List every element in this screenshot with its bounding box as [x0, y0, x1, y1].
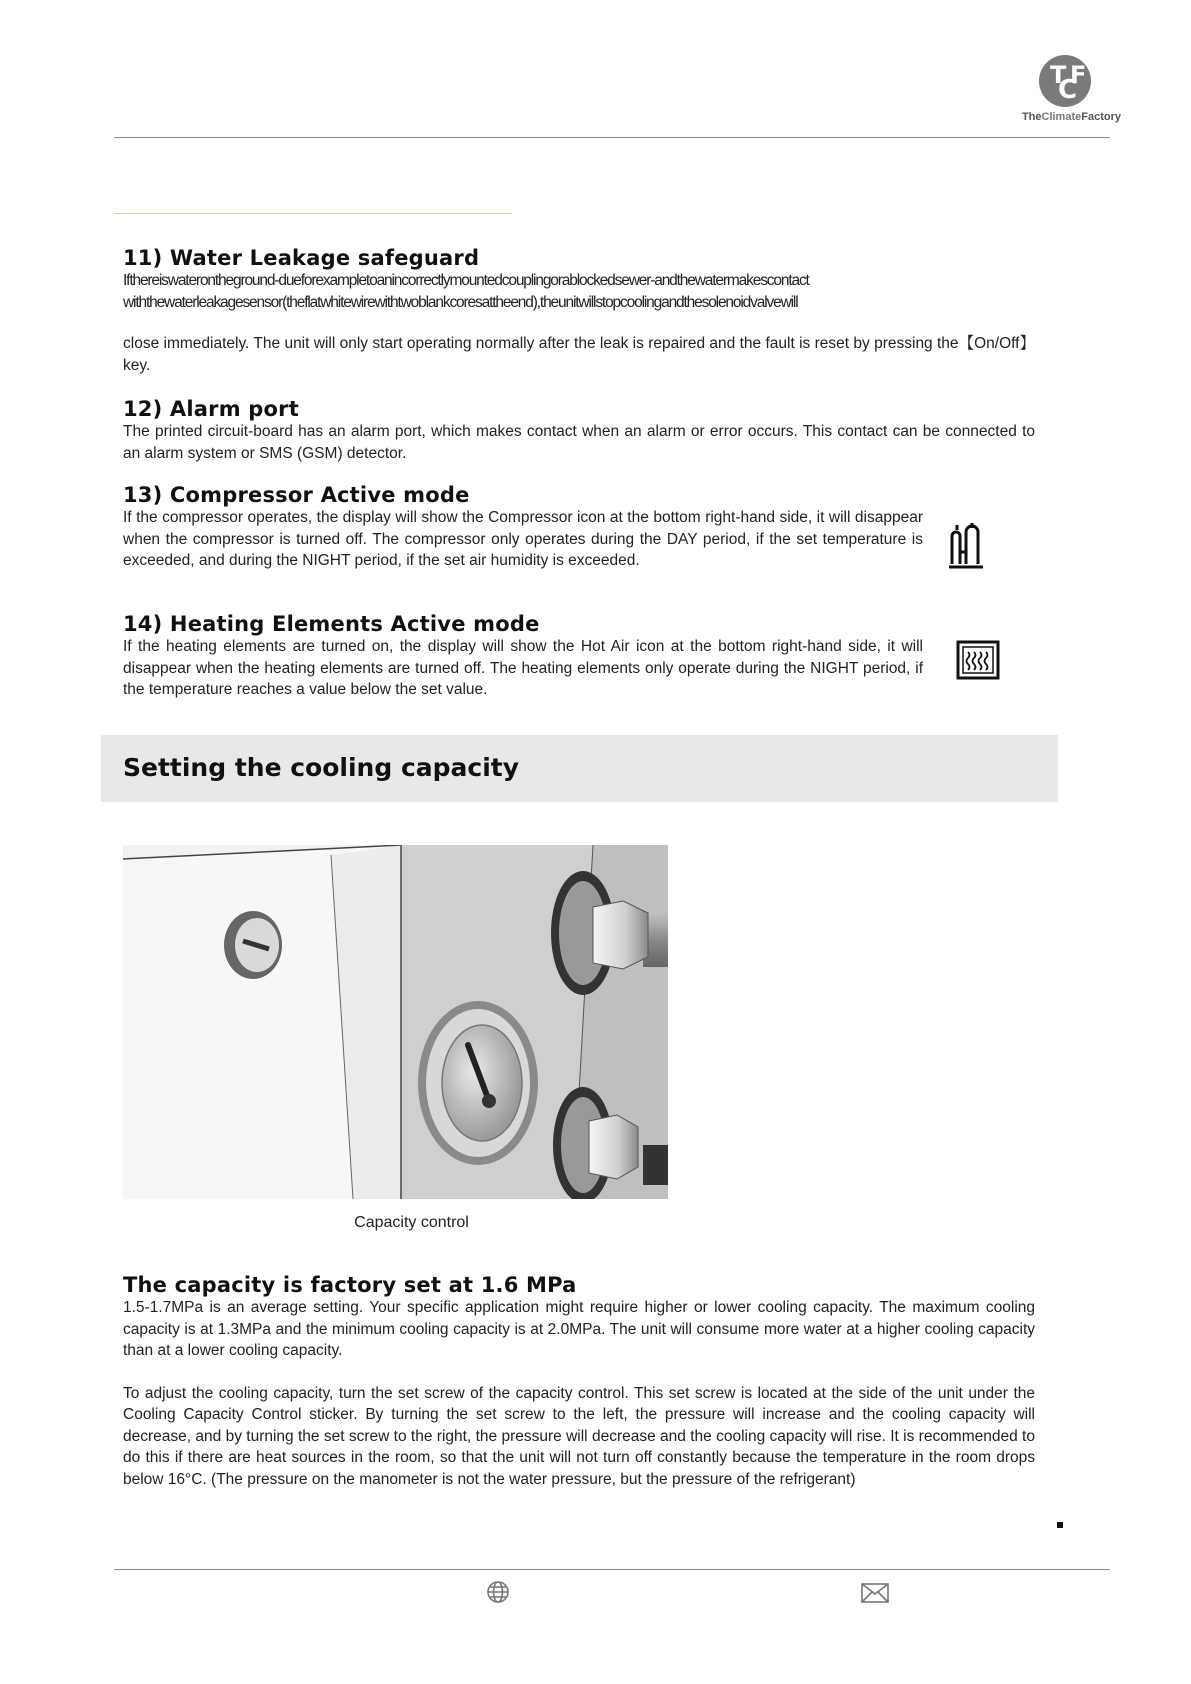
page-bullet: [1057, 1522, 1063, 1528]
mail-icon[interactable]: [861, 1583, 889, 1603]
paragraph: close immediately. The unit will only start operating normally after the leak is repaired and the fault is reset by pressing the【On/Off】key.: [123, 335, 1035, 374]
logo-text-the: The: [1021, 111, 1042, 123]
logo-letter-f: F: [1070, 61, 1087, 89]
paragraph: If the compressor operates, the display will show the Compressor icon at the bottom right-hand side, it will disappear when the compressor is turned off. The compressor only operates during the DAY period, if the set temperature is exceeded, and during the NIGHT period, if the set air humidity is exceeded.: [123, 509, 923, 569]
section-title: 14) Heating Elements Active mode: [123, 612, 540, 636]
header-rule: [114, 137, 1110, 138]
logo-mark: [1039, 55, 1091, 107]
paragraph: To adjust the cooling capacity, turn the set screw of the capacity control. This set screw is located at the side of the unit under the Cooling Capacity Control sticker. By turning the set screw to the left, the pressure will increase and the cooling capacity will decrease, and by turning the set screw to the right, the pressure will decrease and the cooling capacity will rise. It is recommended to do this if there are heat sources in the room, so that the unit will not turn off constantly because the temperature in the room drops below 16°C. (The pressure on the manometer is not the water pressure, but the pressure of the refrigerant): [123, 1384, 1035, 1488]
footer-rule: [114, 1569, 1110, 1570]
logo-text-factory: Factory: [1081, 111, 1121, 123]
paragraph-line: withthewaterleakagesensor(theflatwhitewirewithtwoblankcoresattheend),theunitwillstopcoolingandthesolenoidvalvewill: [123, 293, 798, 311]
section-banner: [101, 735, 1058, 802]
paragraph-line: Ifthereiswaterontheground-dueforexampletoanincorrectlymountedcouplingorablockedsewer-andthewatermakescontact: [123, 272, 809, 289]
logo-letter-c: C: [1058, 75, 1078, 105]
section-title: 11) Water Leakage safeguard: [123, 246, 480, 270]
paragraph: If the heating elements are turned on, the display will show the Hot Air icon at the bottom right-hand side, it will disappear when the heating elements are turned off. The heating elements only operate during the NIGHT period, if the temperature reaches a value below the set value.: [123, 638, 923, 698]
logo-wordmark: [1003, 111, 1121, 123]
section-alarm-port: [123, 397, 1035, 464]
logo-text-climate: Climate: [1041, 111, 1082, 123]
compressor-icon: [947, 522, 985, 570]
section-water-leakage: [123, 246, 1035, 376]
capacity-control-illustration: [123, 845, 668, 1199]
section-heating-mode: [123, 612, 923, 701]
paragraph: 1.5-1.7MPa is an average setting. Your specific application might require higher or lower cooling capacity. The maximum cooling capacity is at 1.3MPa and the minimum cooling capacity is at 2.0MPa. The unit will consume more water at a higher cooling capacity than at a lower cooling capacity.: [123, 1299, 1035, 1359]
figure-caption: Capacity control: [354, 1214, 469, 1231]
company-logo: [1003, 55, 1121, 127]
section-compressor-mode: [123, 483, 923, 572]
paragraph: The printed circuit-board has an alarm port, which makes contact when an alarm or error occurs. This contact can be connected to an alarm system or SMS (GSM) detector.: [123, 423, 1035, 462]
section-title: 12) Alarm port: [123, 397, 299, 421]
hot-air-icon: [956, 640, 1000, 680]
accent-rule: [114, 213, 512, 214]
section-capacity-factory: [123, 1273, 1035, 1490]
banner-title: Setting the cooling capacity: [123, 753, 520, 782]
section-title: 13) Compressor Active mode: [123, 483, 470, 507]
globe-icon[interactable]: [486, 1580, 510, 1604]
section-title: The capacity is factory set at 1.6 MPa: [123, 1273, 577, 1297]
logo-letter-t: T: [1050, 61, 1067, 89]
